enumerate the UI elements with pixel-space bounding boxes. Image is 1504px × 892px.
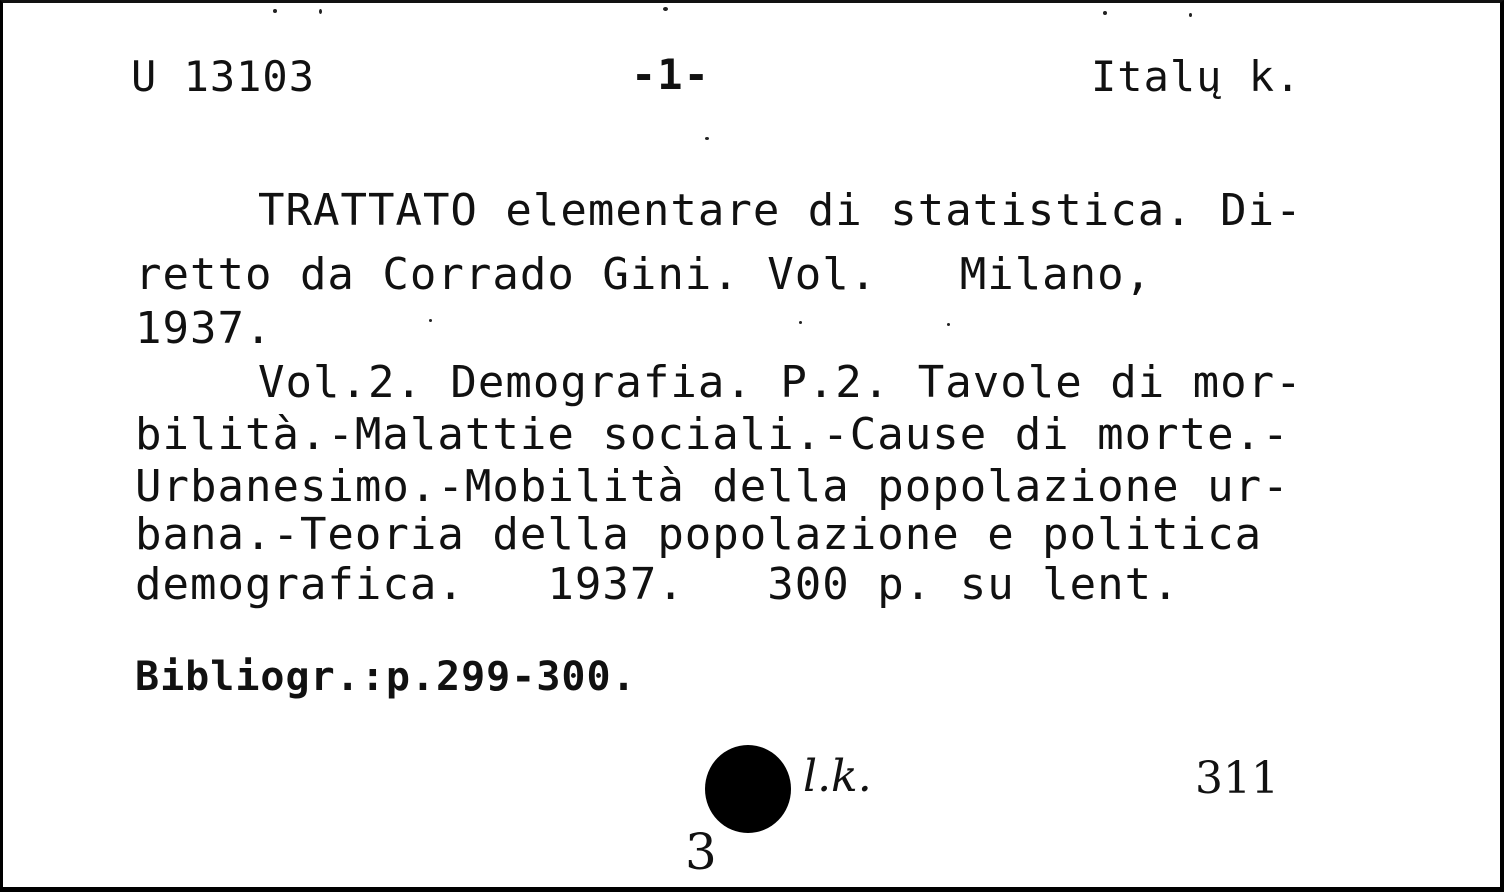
- title-line-3: 1937.: [135, 303, 273, 354]
- speck: [319, 9, 322, 14]
- call-number: U 13103: [131, 52, 316, 101]
- bibliography-note: Bibliogr.:p.299-300.: [135, 654, 637, 700]
- volume-line-3: Urbanesimo.-Mobilità della popolazione ur-: [135, 461, 1290, 512]
- speck: [273, 9, 277, 13]
- title-line-2: retto da Corrado Gini. Vol. Milano,: [135, 249, 1153, 300]
- volume-line-4: bana.-Teoria della popolazione e politica: [135, 509, 1263, 560]
- speck: [1189, 13, 1192, 17]
- location-label: Italų k.: [1091, 52, 1302, 101]
- volume-line-5: demografica. 1937. 300 p. su lent.: [135, 559, 1180, 610]
- speck: [799, 321, 802, 324]
- speck: [663, 7, 668, 11]
- handwritten-mark: l.k.: [803, 751, 872, 802]
- speck: [947, 323, 950, 326]
- handwritten-number: 311: [1195, 753, 1279, 804]
- speck: [1103, 11, 1107, 15]
- volume-line-2: bilità.-Malattie sociali.-Cause di morte.-: [135, 409, 1290, 460]
- speck: [429, 319, 432, 322]
- volume-line-1: Vol.2. Demografia. P.2. Tavole di mor-: [258, 357, 1303, 408]
- title-line-1: TRATTATO elementare di statistica. Di-: [258, 185, 1303, 236]
- speck: [705, 137, 709, 140]
- punch-hole-dot: [705, 745, 791, 833]
- sequence-mark: -1-: [631, 50, 710, 99]
- handwritten-digit: 3: [685, 823, 717, 881]
